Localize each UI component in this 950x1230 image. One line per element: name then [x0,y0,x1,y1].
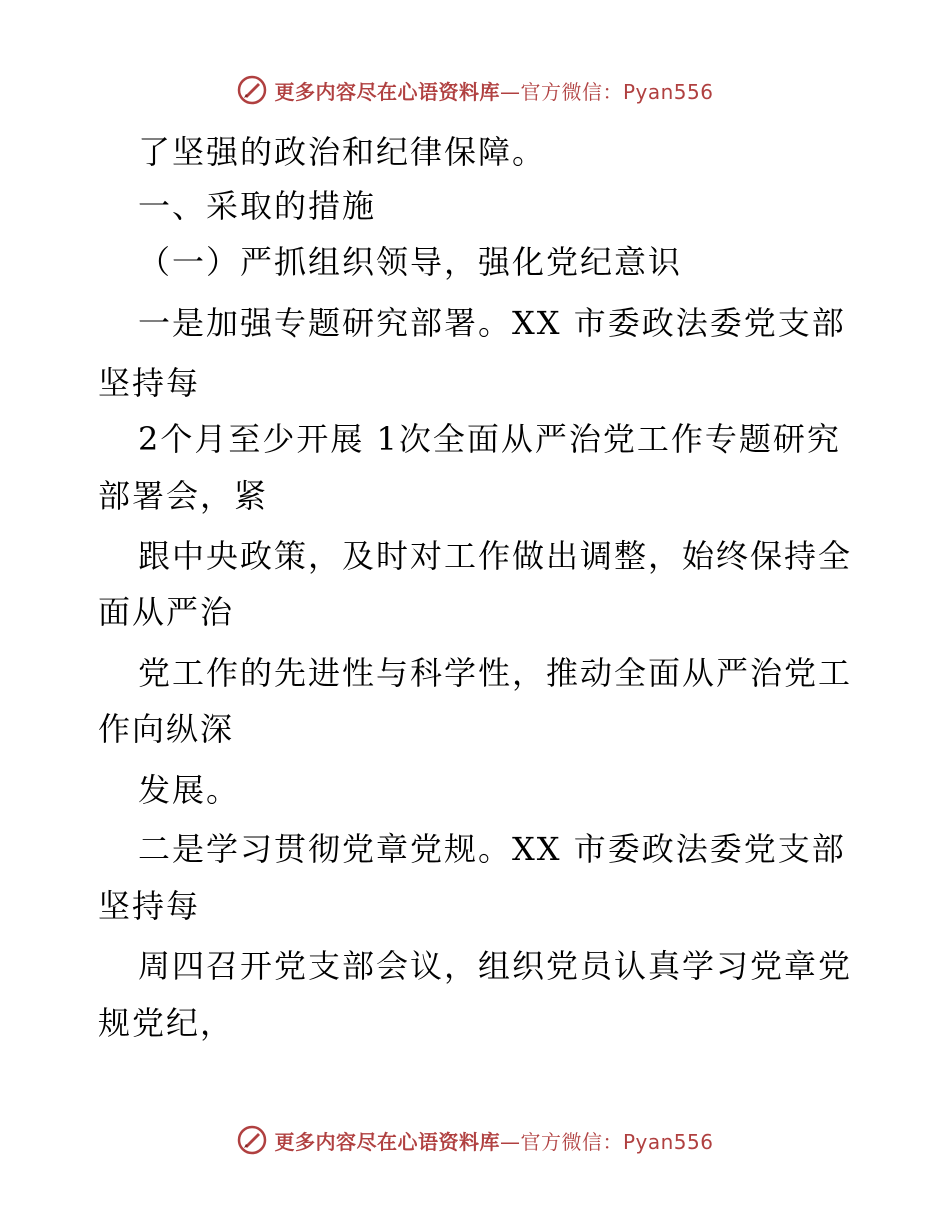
header-separator: — [499,79,521,104]
subsection-heading-organization: （一）严抓组织领导，强化党纪意识 [138,243,683,281]
document-line-15: 周四召开党支部会议，组织党员认真学习党章党 [138,947,853,985]
quill-logo-icon [236,74,268,106]
quill-logo-icon [236,1124,268,1156]
document-line-10: 党工作的先进性与科学性，推动全面从严治党工 [138,654,853,692]
document-line-14: 坚持每 [98,887,201,925]
document-line-4: 一是加强专题研究部署。XX 市委政法委党支部 [138,304,846,342]
document-line-16: 规党纪， [98,1004,235,1042]
document-line-5: 坚持每 [98,364,201,402]
footer-contact-text: 官方微信：Pyan556 [520,1129,714,1154]
header-watermark-banner [0,70,950,110]
footer-separator: — [499,1129,521,1154]
header-contact-text: 官方微信：Pyan556 [520,79,714,104]
section-heading-measures: 一、采取的措施 [138,187,377,225]
header-watermark-content [236,74,713,106]
header-brand-text: 更多内容尽在心语资料库 [274,79,500,104]
document-line-1: 了坚强的政治和纪律保障。 [138,133,547,171]
footer-watermark-content [236,1124,713,1156]
header-watermark-text [274,76,713,105]
footer-brand-text: 更多内容尽在心语资料库 [274,1129,500,1154]
document-line-12: 发展。 [138,771,241,809]
footer-watermark-banner [0,1120,950,1160]
document-line-8: 跟中央政策，及时对工作做出调整，始终保持全 [138,537,853,575]
footer-watermark-text [274,1126,713,1155]
document-line-9: 面从严治 [98,593,235,631]
document-line-11: 作向纵深 [98,710,235,748]
document-line-6: 2个月至少开展 1次全面从严治党工作专题研究 [138,420,841,458]
document-line-13: 二是学习贯彻党章党规。XX 市委政法委党支部 [138,830,846,868]
document-line-7: 部署会，紧 [98,477,269,515]
